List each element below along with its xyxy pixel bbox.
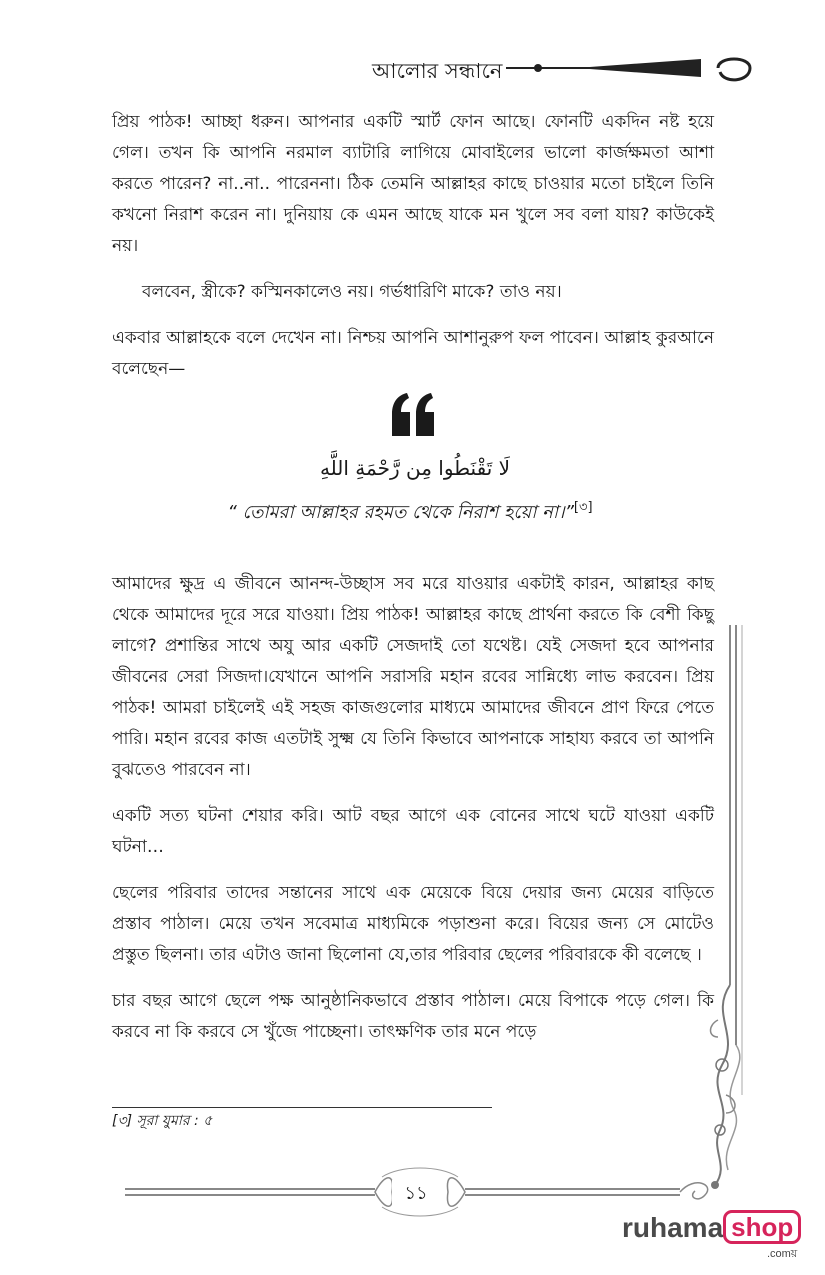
quran-verse-arabic: لَا تَقْنَطُوا مِن رَّحْمَةِ اللَّهِ <box>319 456 511 480</box>
watermark-part-ruhama: ruhama <box>622 1212 724 1243</box>
paragraph-formal-proposal: চার বছর আগে ছেলে পক্ষ আনুষ্ঠানিকভাবে প্রস্তাব পাঠাল। মেয়ে বিপাকে পড়ে গেল। কি করবে না কি করবে সে খুঁজে পাচ্ছেনা। তাৎক্ষণিক তার মনে পড়ে <box>112 991 714 1042</box>
watermark-part-shop: shop <box>723 1210 801 1244</box>
body-text-top <box>112 107 714 400</box>
footnote-reference: [৩] <box>573 500 593 515</box>
watermark-domain: .comয় <box>766 1248 798 1260</box>
body-text-bottom <box>112 569 714 1063</box>
paragraph-prayer: আমাদের ক্ষুদ্র এ জীবনে আনন্দ-উচ্ছাস সব মরে যাওয়ার একটাই কারন, আল্লাহর কাছ থেকে আমাদের দূরে সরে যাওয়া। প্রিয় পাঠক! আল্লাহর কাছে প্রার্থনা করতে কি বেশী কিছু লাগে? প্রশান্তির সাথে অযু আর একটি সেজদাই তো যথেষ্ট। যেই সেজদা হবে আপনার জীবনের সেরা সিজদা।যেখানে আপনি সরাসরি মহান রবের সান্নিধ্যে লাভ করবেন। প্রিয় পাঠক! আমরা চাইলেই এই সহজ কাজগুলোর মাধ্যমে আমাদের জীবনে প্রাণ ফিরে পেতে পারি। মহান রবের কাজ এতটাই সুক্ষ্ম যে তিনি কিভাবে আপনাকে সাহায্য করবে তা আপনি বুঝতেও পারবেন না। <box>112 574 714 780</box>
header-ornament-line <box>506 56 756 86</box>
paragraph-true-story: একটি সত্য ঘটনা শেয়ার করি। আট বছর আগে এক বোনের সাথে ঘটে যাওয়া একটি ঘটনা… <box>112 806 714 857</box>
paragraph-smartphone: প্রিয় পাঠক! আচ্ছা ধরুন। আপনার একটি স্মার্ট ফোন আছে। ফোনটি একদিন নষ্ট হয়ে গেল। তখন কি আপনি নরমাল ব্যাটারি লাগিয়ে মোবাইলের ভালো কার্জক্ষমতা আশা করতে পারেন? না..না.. পারেননা। ঠিক তেমনি আল্লাহর কাছে চাওয়ার মতো চাইলে তিনি কখনো নিরাশ করেন না। দুনিয়ায় কে এমন আছে যাকে মন খুলে সব বলা যায়? কাউকেই নয়। <box>112 112 714 256</box>
footnote-text: [৩] সূরা যুমার : ৫ <box>112 1113 213 1129</box>
running-header-title: আলোর সন্ধানে <box>372 59 503 83</box>
page-number: ১১ <box>392 1180 440 1208</box>
paragraph-proposal: ছেলের পরিবার তাদের সন্তানের সাথে এক মেয়েকে বিয়ে দেয়ার জন্য মেয়ের বাড়িতে প্রস্তাব পাঠাল। মেয়ে তখন সবেমাত্র মাধ্যমিকে পড়াশুনা করে। বিয়ের জন্য সে মোটেও প্রস্তুত ছিলনা। তার এটাও জানা ছিলোনা যে,তার পরিবার ছেলের পরিবারকে কী বলেছে । <box>112 883 714 965</box>
quran-verse-translation <box>150 493 670 528</box>
ruhamashop-watermark-logo <box>622 1210 801 1260</box>
floral-border-ornament <box>700 625 750 1200</box>
paragraph-ask-allah: একবার আল্লাহকে বলে দেখেন না। নিশ্চয় আপনি আশানুরুপ ফল পাবেন। আল্লাহ কুরআনে বলেছেন— <box>112 328 714 379</box>
paragraph-wife-mother: বলবেন, স্ত্রীকে? কস্মিনকালেও নয়। গর্ভধারিণি মাকে? তাও নয়। <box>142 282 562 302</box>
quote-mark-icon <box>390 392 436 438</box>
footnote-divider <box>112 1107 492 1108</box>
translation-text: “ তোমরা আল্লাহর রহমত থেকে নিরাশ হয়ো না।” <box>227 502 574 523</box>
